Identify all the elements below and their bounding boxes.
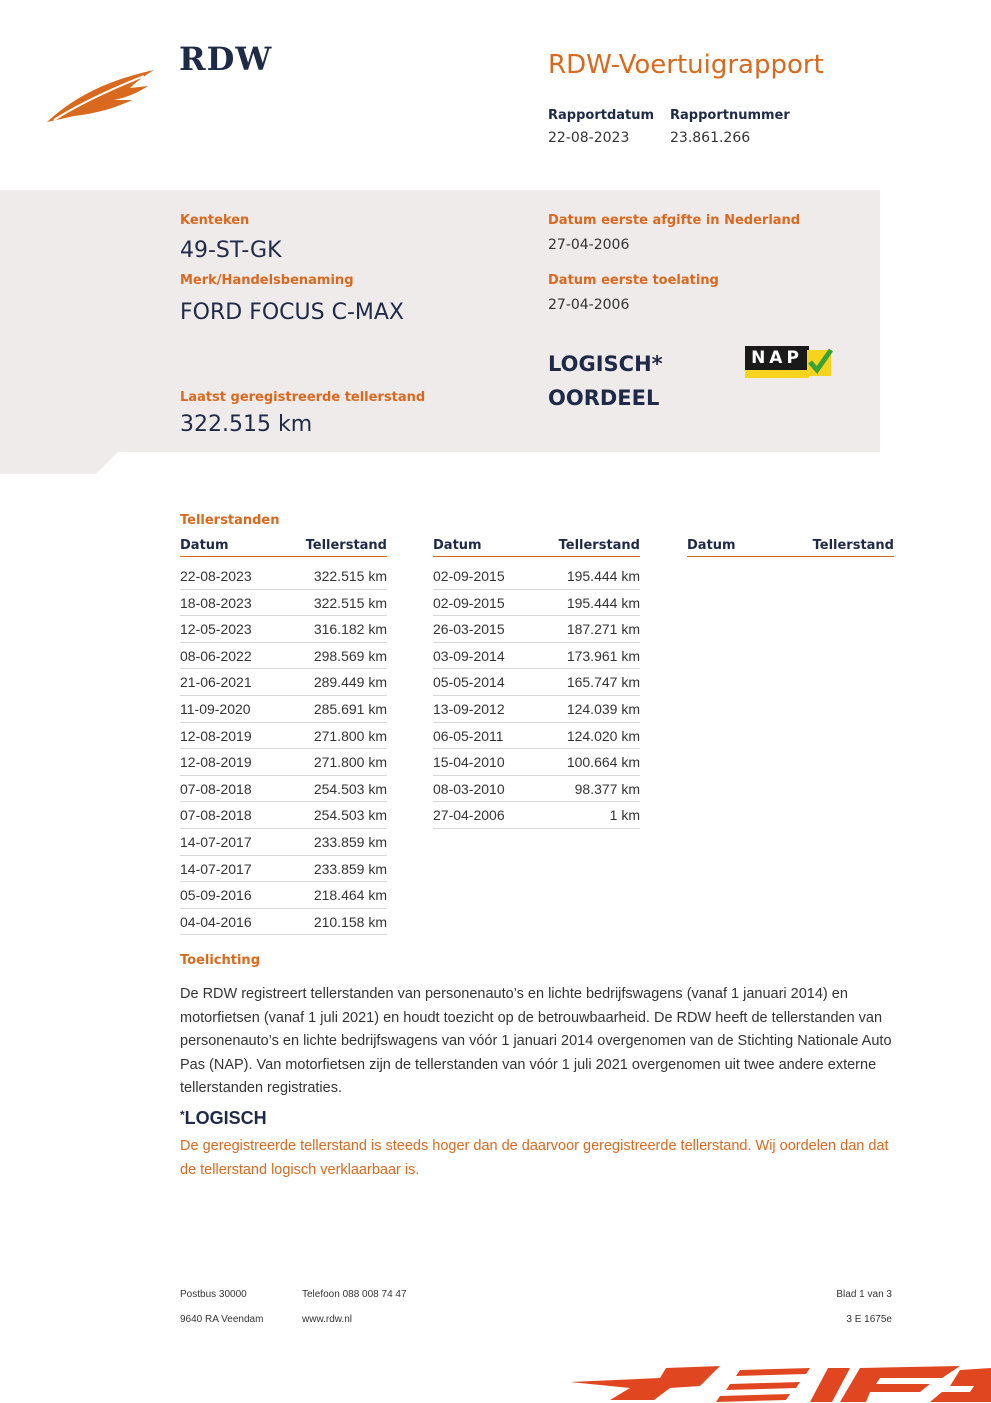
table-row [180, 829, 387, 856]
row-tellerstand: 298.569 km [313, 647, 387, 664]
table-header [687, 538, 894, 557]
row-datum: 12-08-2019 [180, 754, 252, 771]
table-row [180, 776, 387, 803]
footer-postbus: Postbus 30000 [180, 1289, 247, 1300]
row-tellerstand: 124.039 km [566, 700, 640, 717]
table-header [433, 538, 640, 557]
row-datum: 14-07-2017 [180, 833, 252, 850]
merk-label: Merk/Handelsbenaming [180, 273, 354, 288]
table-row [433, 590, 640, 617]
row-datum: 15-04-2010 [433, 754, 505, 771]
table-row [180, 563, 387, 590]
afgifte-value: 27-04-2006 [548, 237, 630, 253]
merk-value: FORD FOCUS C-MAX [180, 300, 404, 325]
decorative-stripes-icon [570, 1364, 991, 1403]
footer-website[interactable]: www.rdw.nl [302, 1314, 353, 1325]
row-tellerstand: 285.691 km [313, 700, 387, 717]
rapportnummer-label: Rapportnummer [670, 108, 790, 123]
table-row [433, 696, 640, 723]
row-datum: 11-09-2020 [180, 700, 251, 717]
table-row [180, 696, 387, 723]
table-row [433, 563, 640, 590]
table-row [433, 669, 640, 696]
row-datum: 07-08-2018 [180, 780, 252, 797]
table-row [180, 856, 387, 883]
row-tellerstand: 271.800 km [313, 754, 387, 771]
row-tellerstand: 316.182 km [313, 621, 387, 638]
toelating-value: 27-04-2006 [548, 297, 630, 313]
table-row [433, 643, 640, 670]
table-row [433, 749, 640, 776]
footer-code: 3 E 1675e [846, 1314, 892, 1325]
col-datum: Datum [180, 538, 229, 553]
table-row [433, 776, 640, 803]
row-tellerstand: 271.800 km [313, 727, 387, 744]
toelating-label: Datum eerste toelating [548, 273, 719, 288]
kenteken-label: Kenteken [180, 213, 250, 228]
logisch-star: * [180, 1108, 185, 1122]
row-datum: 18-08-2023 [180, 594, 252, 611]
panel-tail-shape [0, 452, 120, 474]
row-tellerstand: 322.515 km [313, 568, 387, 584]
oordeel-line2: OORDEEL [548, 386, 660, 410]
rdw-logo-icon [44, 62, 164, 126]
row-datum: 02-09-2015 [433, 568, 505, 584]
row-datum: 21-06-2021 [180, 674, 252, 691]
row-tellerstand: 173.961 km [566, 647, 640, 664]
teller-label: Laatst geregistreerde tellerstand [180, 390, 426, 405]
row-tellerstand: 98.377 km [574, 780, 640, 797]
footer-adres: 9640 RA Veendam [180, 1314, 264, 1325]
rapportdatum-value: 22-08-2023 [548, 130, 630, 146]
teller-value: 322.515 km [180, 412, 313, 437]
table-row [180, 882, 387, 909]
table-header [180, 538, 387, 557]
row-datum: 04-04-2016 [180, 913, 252, 930]
table-rows [180, 563, 387, 935]
row-tellerstand: 254.503 km [313, 780, 387, 797]
row-datum: 06-05-2011 [433, 727, 504, 744]
row-datum: 14-07-2017 [180, 860, 252, 877]
page-title: RDW-Voertuigrapport [548, 50, 824, 80]
afgifte-label: Datum eerste afgifte in Nederland [548, 213, 801, 228]
toelichting-title: Toelichting [180, 953, 260, 968]
row-tellerstand: 322.515 km [313, 594, 387, 611]
toelichting-text: De RDW registreert tellerstanden van personenauto’s en lichte bedrijfswagens (vanaf 1 januari 2014) en motorfietsen (vanaf 1 juli 2021) en houdt toezicht op de betrouwbaarheid. De RDW heeft de tellerstanden van personenauto’s en lichte bedrijfswagens van vóór 1 januari 2014 overgenomen van de Stichting Nationale Auto Pas (NAP). Van motorfietsen zijn de tellerstanden van vóór 1 juli 2021 overgenomen uit twee andere externe tellerstanden registraties. [180, 986, 892, 1096]
checkmark-icon [805, 346, 833, 378]
logisch-text: De geregistreerde tellerstand is steeds hoger dan de daarvoor geregistreerde tellerstand. Wij oordelen dan dat de tellerstand logisch verklaarbaar is. [180, 1138, 889, 1178]
tellerstanden-title: Tellerstanden [180, 513, 280, 528]
row-datum: 03-09-2014 [433, 647, 505, 664]
table-rows [433, 563, 640, 829]
row-datum: 22-08-2023 [180, 568, 252, 584]
row-tellerstand: 195.444 km [566, 568, 640, 584]
col-tellerstand: Tellerstand [558, 538, 640, 553]
row-tellerstand: 210.158 km [313, 913, 387, 930]
oordeel-line1: LOGISCH* [548, 352, 663, 376]
row-tellerstand: 218.464 km [313, 887, 387, 904]
rdw-logo-text: RDW [179, 40, 273, 78]
row-tellerstand: 100.664 km [566, 754, 640, 771]
tellerstanden-table-3 [687, 538, 894, 563]
row-tellerstand: 233.859 km [313, 833, 387, 850]
table-row [180, 669, 387, 696]
col-tellerstand: Tellerstand [812, 538, 894, 553]
table-row [180, 643, 387, 670]
col-datum: Datum [687, 538, 736, 553]
tellerstanden-table-1 [180, 538, 387, 935]
footer-telefoon: Telefoon 088 008 74 47 [302, 1289, 407, 1300]
logisch-title: LOGISCH [184, 1108, 267, 1128]
row-datum: 13-09-2012 [433, 700, 505, 717]
table-row [180, 802, 387, 829]
row-datum: 08-06-2022 [180, 647, 252, 664]
row-tellerstand: 165.747 km [566, 674, 640, 691]
table-row [180, 909, 387, 936]
row-datum: 05-09-2016 [180, 887, 252, 904]
row-datum: 08-03-2010 [433, 780, 505, 797]
row-tellerstand: 1 km [609, 807, 640, 824]
logisch-heading [180, 1108, 267, 1129]
row-tellerstand: 289.449 km [313, 674, 387, 691]
table-row [180, 590, 387, 617]
row-datum: 12-05-2023 [180, 621, 252, 638]
nap-logo [745, 346, 833, 378]
row-tellerstand: 124.020 km [566, 727, 640, 744]
vehicle-summary-panel [0, 190, 880, 452]
kenteken-value: 49-ST-GK [180, 238, 282, 263]
row-datum: 12-08-2019 [180, 727, 252, 744]
rapportdatum-label: Rapportdatum [548, 108, 655, 123]
table-row [433, 616, 640, 643]
table-row [180, 749, 387, 776]
table-row [180, 616, 387, 643]
row-tellerstand: 195.444 km [566, 594, 640, 611]
footer-blad: Blad 1 van 3 [836, 1289, 892, 1300]
col-datum: Datum [433, 538, 482, 553]
col-tellerstand: Tellerstand [305, 538, 387, 553]
row-tellerstand: 254.503 km [313, 807, 387, 824]
row-datum: 07-08-2018 [180, 807, 252, 824]
table-row [433, 723, 640, 750]
table-row [180, 723, 387, 750]
row-tellerstand: 187.271 km [566, 621, 640, 638]
row-datum: 02-09-2015 [433, 594, 505, 611]
row-datum: 27-04-2006 [433, 807, 505, 824]
nap-logo-text: NAP [745, 346, 809, 370]
row-tellerstand: 233.859 km [313, 860, 387, 877]
row-datum: 05-05-2014 [433, 674, 505, 691]
table-row [433, 802, 640, 829]
tellerstanden-table-2 [433, 538, 640, 829]
row-datum: 26-03-2015 [433, 621, 505, 638]
rapportnummer-value: 23.861.266 [670, 130, 751, 146]
